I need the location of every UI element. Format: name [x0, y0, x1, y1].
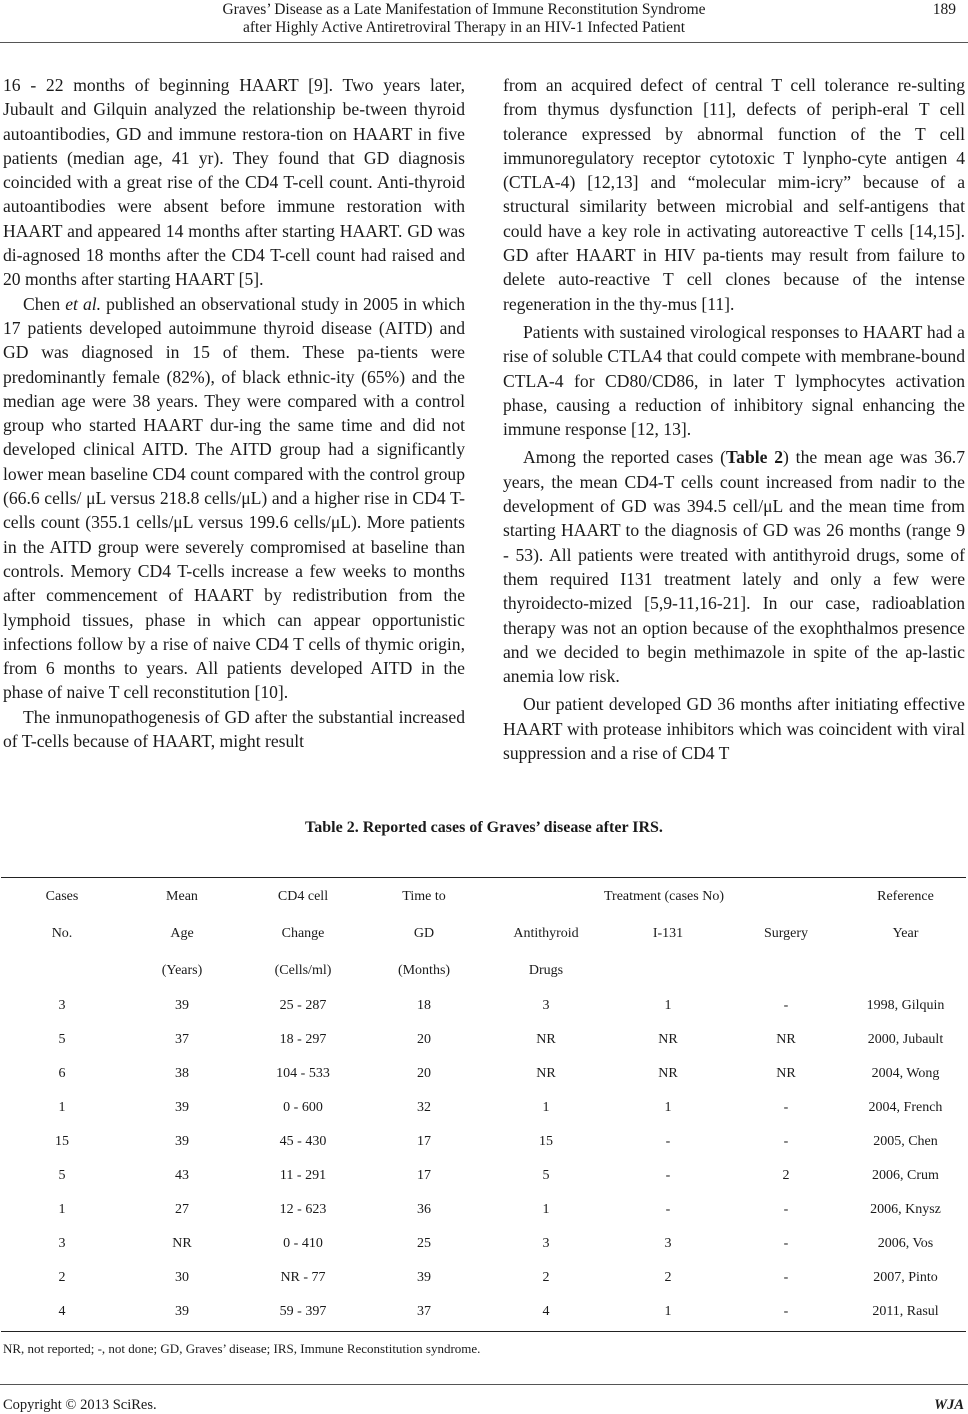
table-cell: 25 - 287	[279, 998, 327, 1013]
header-cell: Change	[281, 925, 325, 941]
header-cell: CD4 cell	[277, 888, 329, 904]
right-text-column	[503, 73, 965, 765]
table-row	[1, 989, 966, 1023]
table-cell: 30	[175, 1270, 189, 1285]
table-cell: 3	[542, 998, 550, 1013]
table-cell: 39	[175, 1100, 189, 1115]
copyright-notice: Copyright © 2013 SciRes.	[3, 1397, 157, 1413]
table-cell: 1	[58, 1100, 66, 1115]
paragraph: The inmunopathogenesis of GD after the substantial increased of T-cells because of HAART, might result	[3, 706, 465, 752]
table-cell: 25	[417, 1236, 431, 1251]
paragraph: Patients with sustained virological responses to HAART had a rise of soluble CTLA4 that could compete with membrane-bound CTLA-4 for CD80/CD86, in later T lymphocytes activation phase, causing a reduction of inhibitory signal enhancing the immune response [12, 13].	[503, 321, 965, 440]
table-cell: 0 - 600	[283, 1100, 323, 1115]
header-cell: (Cells/ml)	[274, 962, 332, 978]
header-cell: Treatment (cases No)	[603, 888, 724, 904]
header-cell: Reference	[877, 888, 934, 904]
table-cell: 1	[664, 1304, 672, 1319]
table-row	[1, 1193, 966, 1227]
table-header-row	[1, 915, 966, 952]
table-cell: 1	[542, 1202, 550, 1217]
table-row	[1, 1091, 966, 1125]
table-cell: 27	[175, 1202, 189, 1217]
header-cell: (Years)	[161, 962, 203, 978]
table-row	[1, 1125, 966, 1159]
table-cell: 39	[417, 1270, 431, 1285]
table-row	[1, 1261, 966, 1295]
table-cell: 18	[417, 998, 431, 1013]
table-cell: 1	[664, 1100, 672, 1115]
table-cell: 2006, Crum	[872, 1168, 939, 1183]
table-cell: -	[783, 998, 789, 1013]
text-run: published an observational study in 2005 in which 17 patients developed autoimmune thyroid disease (AITD) and GD was diagnosed in 15 of them. These pa-tients were predominantly female (82%), of black ethnic-ity (65%) and the median age were 38 years. They were compared with a control group who started HAART dur-ing the same time and did not developed clinical AITD. The AITD group had a significantly lower mean baseline CD4 count compared with the control group (66.6 cells/ μL versus 218.8 cells/μL) and a higher rise in CD4 T-cells count (355.1 cells/μL versus 199.6 cells/μL). More patients in the AITD group were severely compromised at baseline than controls. Memory CD4 T-cells increase a few weeks to months after commencement of HAART by redistribution from the lymphoid tissues, phase in which can appear opportunistic infections follow by a rise of naive CD4 T cells of thymic origin, from 6 months to years. All patients developed AITD in the phase of naive T cell reconstitution [10].	[3, 293, 465, 703]
table-cell: 3	[664, 1236, 672, 1251]
table-cell: 38	[175, 1066, 189, 1081]
table-cell: 4	[542, 1304, 550, 1319]
table-cell: 104 - 533	[276, 1066, 330, 1081]
table-cell: -	[783, 1304, 789, 1319]
italic-text: et al.	[65, 293, 102, 314]
table-cell: 39	[175, 1304, 189, 1319]
header-cell: Cases	[45, 888, 79, 904]
table-cell: 2006, Vos	[877, 1236, 934, 1251]
table-row	[1, 1023, 966, 1057]
table-row	[1, 1227, 966, 1261]
text-run: Chen	[23, 293, 66, 314]
table-cell: 3	[58, 1236, 66, 1251]
table-cell: NR	[658, 1066, 678, 1081]
footer-divider	[0, 1384, 968, 1385]
table-cell: 2004, Wong	[871, 1066, 940, 1081]
table-reference: Table 2	[726, 447, 784, 468]
table-cell: NR	[776, 1066, 796, 1081]
header-cell: Drugs	[528, 962, 564, 978]
table-cell: -	[665, 1134, 671, 1149]
table-cell: 20	[417, 1066, 431, 1081]
paragraph	[503, 445, 965, 688]
table-cell: NR	[776, 1032, 796, 1047]
table-cell: 2	[58, 1270, 66, 1285]
table-header-row	[1, 952, 966, 989]
header-cell	[727, 952, 845, 989]
table-cell: 15	[55, 1134, 69, 1149]
header-cell	[845, 952, 966, 989]
header-cell: Mean	[166, 888, 198, 904]
header-cell: Surgery	[763, 925, 809, 941]
paragraph: 16 - 22 months of beginning HAART [9]. Two years later, Jubault and Gilquin analyzed the relationship be-tween thyroid autoantibodies, GD and immune restora-tion on HAART in five patients (median age, 41 yr). They found that GD diagnosis coincided with a great rise of the CD4 T-cell count. Anti-thyroid autoantibodies were absent before immune restoration with HAART and appeared 14 months after starting HAART. GD was di-agnosed 18 months after the CD4 T-cell count had raised and 20 months after starting HAART [5].	[3, 75, 465, 290]
table-cell: 18 - 297	[279, 1032, 327, 1047]
header-cell: GD	[413, 925, 435, 941]
header-cell: Age	[170, 925, 194, 941]
table-cell: 17	[417, 1134, 431, 1149]
text-run: ) the mean age was 36.7 years, the mean CD4-T cells count increased from nadir to the development of GD was 394.5 cell/μL and the mean time from starting HAART to the diagnosis of GD was 26 months (range 9 - 53). All patients were treated with antithyroid drugs, some of them required I131 treatment lately and only a few were thyroidecto-mized [5,9-11,16-21]. In our case, radioablation therapy was not an option because of the exophthalmos presence and we decided to begin methimazole in spite of the ap-lastic anemia low risk.	[503, 447, 966, 687]
running-header	[0, 0, 968, 40]
header-divider	[0, 42, 968, 43]
table-cell: 1	[542, 1100, 550, 1115]
table-cell: 5	[542, 1168, 550, 1183]
running-title-line-1: Graves’ Disease as a Late Manifestation of Immune Reconstitution Syndrome	[222, 1, 706, 18]
table-cell: 20	[417, 1032, 431, 1047]
table-cell: NR	[658, 1032, 678, 1047]
table-cell: 32	[417, 1100, 431, 1115]
paragraph: Our patient developed GD 36 months after initiating effective HAART with protease inhibitors which was coincident with viral suppression and a rise of CD4 T	[503, 694, 965, 764]
table-header-row	[1, 878, 966, 915]
left-text-column	[3, 73, 465, 753]
table-cell: 3	[542, 1236, 550, 1251]
table-cell: 43	[175, 1168, 189, 1183]
table-cell: 2005, Chen	[873, 1134, 938, 1149]
reported-cases-table	[1, 878, 966, 1329]
header-cell	[1, 952, 123, 989]
table-cell: 39	[175, 998, 189, 1013]
paragraph	[3, 292, 465, 705]
table-cell: 2	[542, 1270, 550, 1285]
table-cell: -	[783, 1100, 789, 1115]
table-cell: 2006, Knysz	[870, 1202, 941, 1217]
table-cell: 5	[58, 1032, 66, 1047]
text-run: Among the reported cases (	[523, 447, 727, 468]
table-row	[1, 1057, 966, 1091]
table-cell: 11 - 291	[279, 1168, 327, 1183]
table-cell: 2011, Rasul	[872, 1304, 939, 1319]
running-title-line-2: after Highly Active Antiretroviral Therapy in an HIV-1 Infected Patient	[242, 19, 686, 36]
table-cell: 39	[175, 1134, 189, 1149]
table-cell: 2000, Jubault	[867, 1032, 944, 1047]
table-cell: 2007, Pinto	[873, 1270, 938, 1285]
header-cell	[609, 952, 727, 989]
table-cell: 59 - 397	[279, 1304, 327, 1319]
table-cell: -	[783, 1134, 789, 1149]
table-row	[1, 1159, 966, 1193]
page-footer	[0, 1386, 968, 1414]
journal-abbreviation: WJA	[934, 1397, 964, 1413]
table-row	[1, 1295, 966, 1329]
table-cell: 1	[664, 998, 672, 1013]
table-cell: 37	[175, 1032, 189, 1047]
table-footnote: NR, not reported; -, not done; GD, Graves’ disease; IRS, Immune Reconstitution syndrome.	[3, 1341, 481, 1356]
table-cell: 3	[58, 998, 66, 1013]
table-cell: 0 - 410	[283, 1236, 323, 1251]
table-cell: 15	[539, 1134, 553, 1149]
table-cell: 36	[417, 1202, 431, 1217]
header-cell: (Months)	[397, 962, 451, 978]
table-cell: 5	[58, 1168, 66, 1183]
table-cell: 1998, Gilquin	[866, 998, 945, 1013]
header-cell: I-131	[652, 925, 684, 941]
page-number: 189	[932, 1, 956, 18]
table-cell: NR	[172, 1236, 192, 1251]
table-cell: 1	[58, 1202, 66, 1217]
table-body	[1, 989, 966, 1329]
table-cell: 2	[664, 1270, 672, 1285]
table-cell: 45 - 430	[279, 1134, 327, 1149]
table-cell: NR	[536, 1066, 556, 1081]
table-cell: 12 - 623	[279, 1202, 327, 1217]
table-cell: 37	[417, 1304, 431, 1319]
table-cell: 2004, French	[868, 1100, 943, 1115]
paragraph: from an acquired defect of central T cell tolerance re-sulting from thymus dysfunction [11], defects of periph-eral T cell tolerance expressed by abnormal function of the T cell immunoregulatory receptor cytotoxic T lynpho-cyte antigen 4 (CTLA-4) [12,13] and “molecular mim-icry” because of a structural similarity between microbial and self-antigens that could have a key role in activating autoreactive T cells [14,15]. GD after HAART in HIV pa-tients may result from failure to delete auto-reactive T cell clones because of the intense regeneration in the thy-mus [11].	[503, 75, 965, 314]
table-bottom-rule	[1, 1331, 966, 1332]
header-cell: Year	[892, 925, 919, 941]
table-cell: -	[665, 1202, 671, 1217]
table-cell: -	[665, 1168, 671, 1183]
table-caption: Table 2. Reported cases of Graves’ disease after IRS.	[305, 819, 663, 836]
table-cell: NR	[536, 1032, 556, 1047]
header-cell: Antithyroid	[513, 925, 579, 941]
table-cell: -	[783, 1270, 789, 1285]
table-cell: NR - 77	[280, 1270, 326, 1285]
table-cell: -	[783, 1236, 789, 1251]
table-cell: 6	[58, 1066, 66, 1081]
table-cell: -	[783, 1202, 789, 1217]
table-cell: 4	[58, 1304, 66, 1319]
header-cell: No.	[51, 925, 73, 941]
table-cell: 17	[417, 1168, 431, 1183]
header-cell: Time to	[402, 888, 446, 904]
table-cell: 2	[782, 1168, 790, 1183]
